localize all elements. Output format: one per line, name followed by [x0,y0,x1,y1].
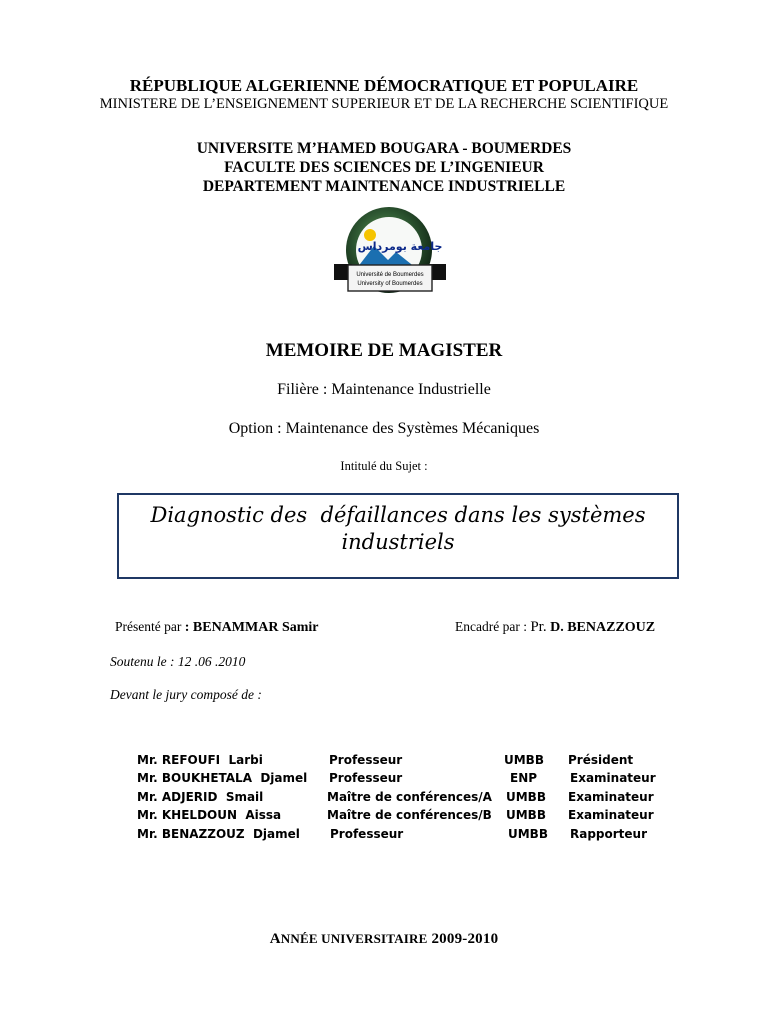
jury-institution: UMBB [506,808,546,822]
jury-name: Mr. BOUKHETALA Djamel [137,771,308,785]
jury-role: Rapporteur [570,827,648,841]
logo-banner-line2: University of Boumerdes [357,281,423,287]
jury-role: Examinateur [568,808,654,822]
jury-name: Mr. BENAZZOUZ Djamel [137,827,300,841]
jury-rank: Maître de conférences/A [327,790,492,804]
thesis-type: MEMOIRE DE MAGISTER [265,340,503,361]
subject-title-line1: Diagnostic des défaillances dans les systèmes [150,503,646,527]
jury-row [0,790,768,808]
option-line: Option : Maintenance des Systèmes Mécaniques [228,420,540,437]
academic-year-label: NNÉE UNIVERSITAIRE [280,931,428,946]
supervisor-name: D. BENAZZOUZ [546,620,656,635]
university-logo [330,206,450,302]
supervisor-title: Pr. [530,619,547,635]
jury-name: Mr. ADJERID Smail [137,790,264,804]
jury-rank: Professeur [329,771,403,785]
supervised-label: Encadré par : [455,619,531,634]
jury-intro: Devant le jury composé de : [110,687,262,702]
academic-year [0,931,768,948]
jury-row [0,808,768,826]
jury-rank: Maître de conférences/B [327,808,492,822]
logo-arabic-text: جامعة بومرداس [357,240,443,253]
presented-by [115,619,319,636]
jury-institution: UMBB [506,790,546,804]
jury-role: Examinateur [570,771,656,785]
presented-name: : BENAMMAR Samir [184,620,319,635]
jury-name: Mr. REFOUFI Larbi [137,753,263,767]
jury-institution: UMBB [508,827,548,841]
jury-role: Examinateur [568,790,654,804]
defense-date: Soutenu le : 12 .06 .2010 [110,654,246,669]
university-name: UNIVERSITE M’HAMED BOUGARA - BOUMERDES [196,140,572,157]
supervised-by [455,619,655,636]
jury-role: Président [568,753,634,767]
filiere-line: Filière : Maintenance Industrielle [277,381,491,398]
subject-label: Intitulé du Sujet : [340,459,428,473]
presented-label: Présenté par [115,619,185,634]
jury-row [0,827,768,845]
jury-name: Mr. KHELDOUN Aissa [137,808,282,822]
republic-title: RÉPUBLIQUE ALGERIENNE DÉMOCRATIQUE ET POPULAIRE [129,76,639,95]
subject-box [117,493,679,579]
academic-year-initial: A [269,931,281,947]
subject-title-line2: industriels [341,530,455,554]
ministry-title: MINISTERE DE L’ENSEIGNEMENT SUPERIEUR ET DE LA RECHERCHE SCIENTIFIQUE [99,96,669,112]
subject-title [119,502,677,556]
jury-row [0,753,768,771]
faculty-name: FACULTE DES SCIENCES DE L’INGENIEUR [224,159,544,176]
jury-rank: Professeur [330,827,404,841]
academic-year-value: 2009-2010 [427,931,499,947]
jury-rank: Professeur [329,753,403,767]
jury-institution: UMBB [504,753,544,767]
logo-banner-line1: Université de Boumerdes [356,272,424,278]
department-name: DEPARTEMENT MAINTENANCE INDUSTRIELLE [202,178,566,195]
jury-institution: ENP [510,771,538,785]
jury-row [0,771,768,789]
